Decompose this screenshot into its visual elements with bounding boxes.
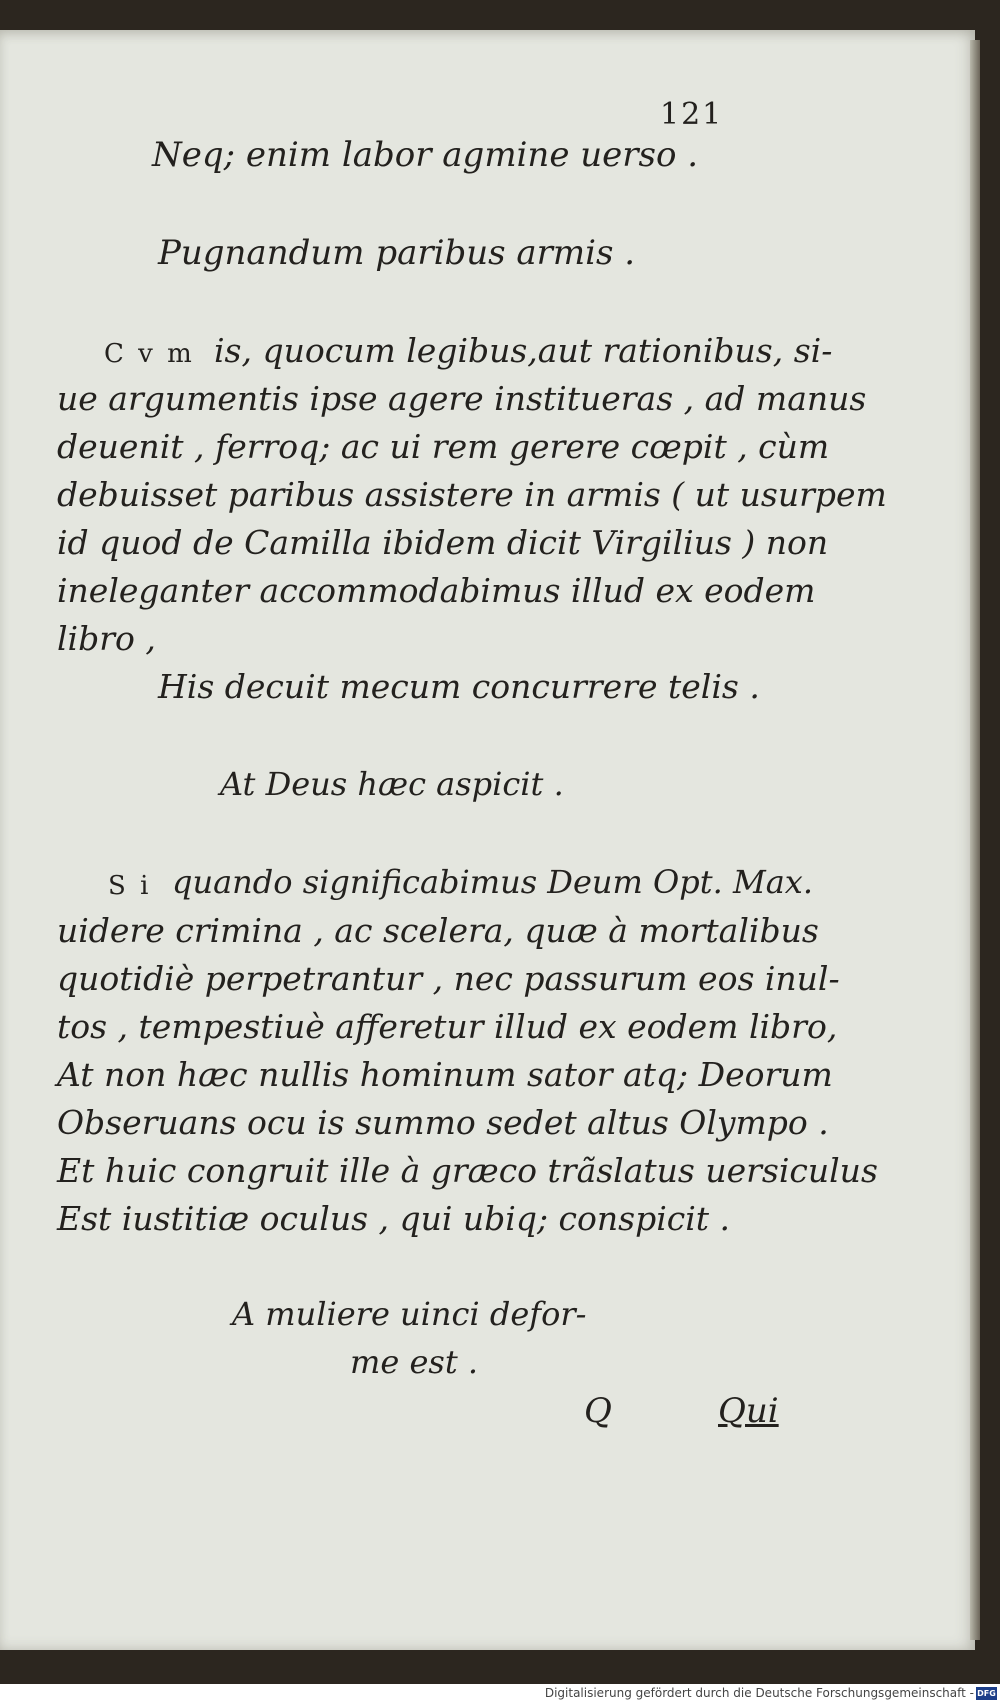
paragraph-2-line-2: uidere crimina , ac scelera, quæ à mortalibus bbox=[57, 911, 819, 950]
dfg-logo: DFG bbox=[977, 1689, 996, 1698]
section-heading-3-line-1: A muliere uinci defor- bbox=[232, 1295, 587, 1333]
section-heading-2: At Deus hæc aspicit . bbox=[220, 765, 564, 803]
paragraph-1-line-4: debuisset paribus assistere in armis ( ut usurpem bbox=[57, 475, 887, 514]
signature-mark: Q bbox=[584, 1391, 612, 1431]
paragraph-2-initial bbox=[108, 866, 151, 900]
paragraph-2-line-6: Obseruans ocu is summo sedet altus Olympo . bbox=[57, 1103, 829, 1142]
paragraph-2-line-7: Et huic congruit ille à græco trãslatus uersiculus bbox=[57, 1151, 878, 1190]
paragraph-2-line-4: tos , tempestiuè afferetur illud ex eodem libro, bbox=[57, 1007, 838, 1046]
paragraph-1-line-3: deuenit , ferroq; ac ui rem gerere cœpit , cùm bbox=[57, 427, 830, 466]
catchword: Qui bbox=[718, 1391, 779, 1431]
verse-line-1: Neq; enim labor agmine uerso . bbox=[152, 135, 699, 175]
page-edge bbox=[970, 40, 980, 1640]
footer-bar bbox=[0, 1684, 1000, 1704]
section-heading-3-line-2: me est . bbox=[350, 1343, 479, 1381]
book-page bbox=[0, 30, 975, 1650]
quote-line-1: His decuit mecum concurrere telis . bbox=[158, 667, 760, 706]
initial-word: C v m bbox=[104, 339, 195, 369]
paragraph-1-line-2: ue argumentis ipse agere institueras , ad manus bbox=[57, 379, 867, 418]
paragraph-1-initial bbox=[104, 334, 195, 368]
verse-line-2: Pugnandum paribus armis . bbox=[158, 233, 636, 273]
paragraph-1-line-5: id quod de Camilla ibidem dicit Virgilius ) non bbox=[57, 523, 829, 562]
paragraph-2-line-8: Est iustitiæ oculus , qui ubiq; conspicit . bbox=[57, 1199, 731, 1238]
paragraph-2-line-5: At non hæc nullis hominum sator atq; Deorum bbox=[57, 1055, 833, 1094]
page-number: 121 bbox=[660, 97, 724, 132]
digitization-credit: Digitalisierung gefördert durch die Deutsche Forschungsgemeinschaft - bbox=[544, 1686, 974, 1700]
paragraph-1-line-7: libro , bbox=[57, 619, 156, 658]
paragraph-1-line-1: is, quocum legibus,aut rationibus, si- bbox=[214, 331, 833, 370]
paragraph-2-line-1: quando significabimus Deum Opt. Max. bbox=[172, 863, 813, 901]
paragraph-1-line-6: ineleganter accommodabimus illud ex eodem bbox=[57, 571, 816, 610]
initial-word: S i bbox=[108, 871, 152, 901]
paragraph-2-line-3: quotidiè perpetrantur , nec passurum eos inul- bbox=[57, 959, 840, 998]
